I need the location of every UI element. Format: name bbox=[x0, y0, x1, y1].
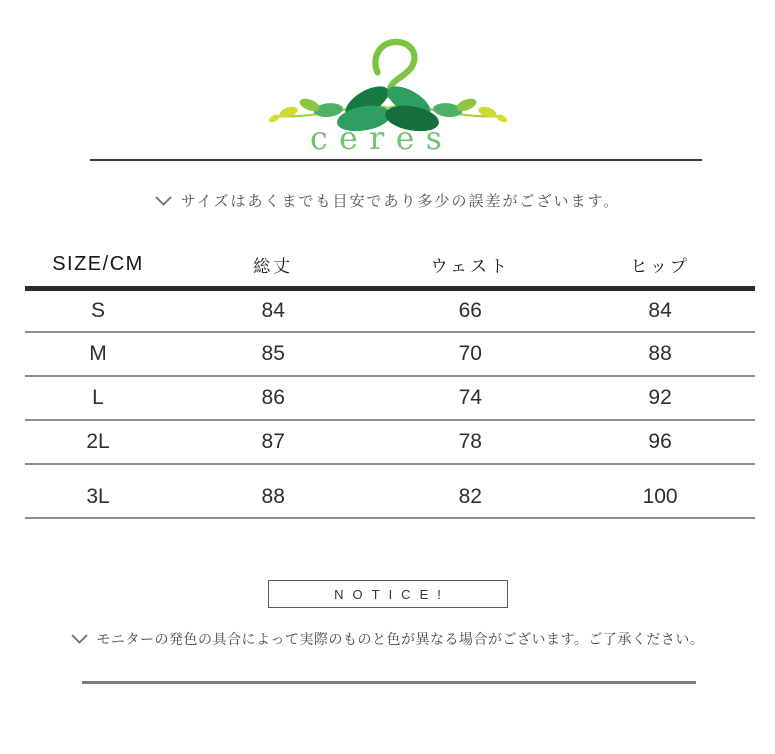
top-divider bbox=[90, 159, 702, 161]
col-header-length: 総丈 bbox=[171, 243, 375, 288]
size-chart-table bbox=[25, 243, 755, 519]
hip-cell: 84 bbox=[565, 288, 755, 332]
col-header-waist: ウェスト bbox=[375, 243, 565, 288]
size-cell: L bbox=[25, 376, 171, 420]
hip-cell: 88 bbox=[565, 332, 755, 376]
color-disclaimer-text: モニターの発色の具合によって実際のものと色が異なる場合がございます。ご了承ください。 bbox=[96, 631, 705, 647]
length-cell: 85 bbox=[171, 332, 375, 376]
size-disclaimer-text: サイズはあくまでも目安であり多少の誤差がございます。 bbox=[180, 193, 621, 210]
brand-logo bbox=[0, 18, 775, 154]
brand-wordmark: ceres bbox=[309, 120, 453, 154]
waist-cell: 74 bbox=[375, 376, 565, 420]
size-disclaimer bbox=[0, 190, 775, 211]
bottom-divider bbox=[82, 681, 696, 684]
size-cell: 2L bbox=[25, 420, 171, 464]
size-cell: S bbox=[25, 288, 171, 332]
hip-cell: 100 bbox=[565, 464, 755, 518]
size-cell: 3L bbox=[25, 464, 171, 518]
waist-cell: 78 bbox=[375, 420, 565, 464]
waist-cell: 82 bbox=[375, 464, 565, 518]
table-row-l bbox=[25, 376, 755, 420]
chevron-down-icon bbox=[155, 196, 172, 206]
table-header-row bbox=[25, 243, 755, 288]
col-header-size-cm: SIZE/CM bbox=[25, 243, 171, 288]
waist-cell: 70 bbox=[375, 332, 565, 376]
chevron-down-icon bbox=[71, 634, 88, 644]
table-row-s bbox=[25, 288, 755, 332]
waist-cell: 66 bbox=[375, 288, 565, 332]
hip-cell: 92 bbox=[565, 376, 755, 420]
notice-label: NOTICE! bbox=[334, 586, 450, 602]
length-cell: 87 bbox=[171, 420, 375, 464]
hip-cell: 96 bbox=[565, 420, 755, 464]
length-cell: 84 bbox=[171, 288, 375, 332]
table-row-3l bbox=[25, 464, 755, 518]
notice-box bbox=[268, 580, 508, 608]
col-header-hip: ヒップ bbox=[565, 243, 755, 288]
hanger-leaves-logo-icon bbox=[262, 18, 514, 154]
color-disclaimer bbox=[0, 629, 775, 649]
length-cell: 86 bbox=[171, 376, 375, 420]
length-cell: 88 bbox=[171, 464, 375, 518]
table-row-2l bbox=[25, 420, 755, 464]
table-row-m bbox=[25, 332, 755, 376]
size-cell: M bbox=[25, 332, 171, 376]
